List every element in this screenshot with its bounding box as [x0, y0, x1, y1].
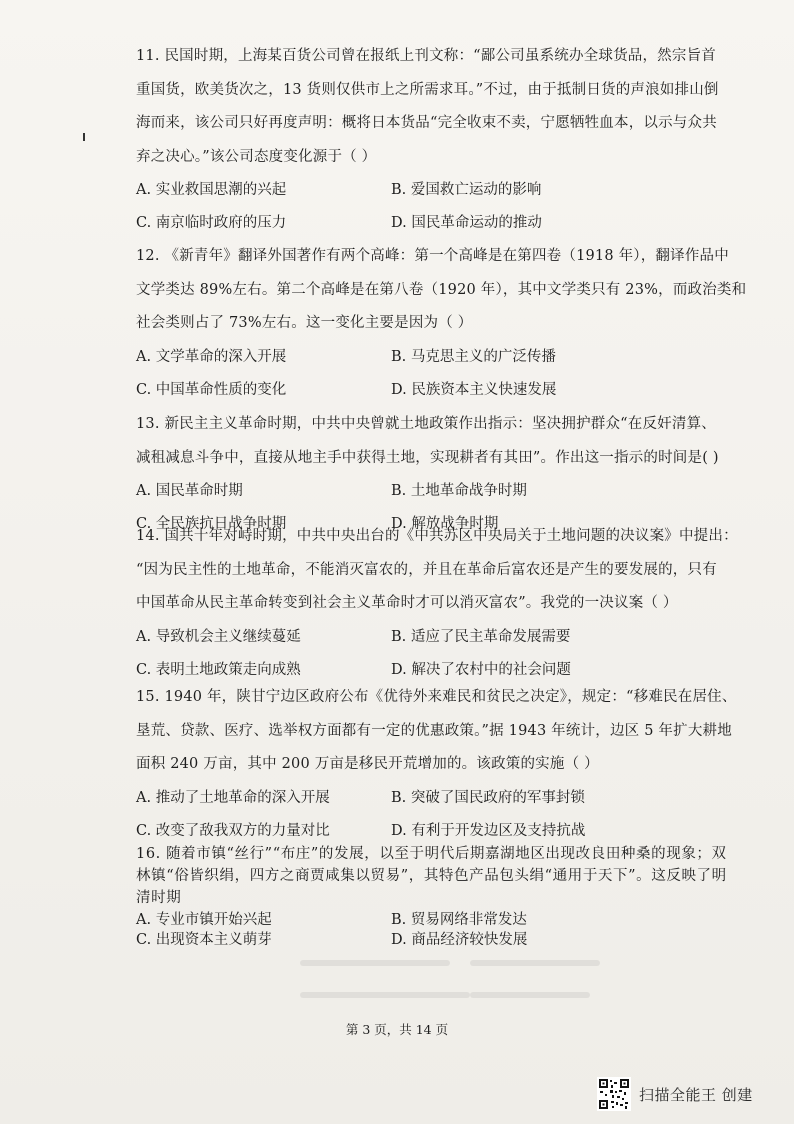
option-b: B. 土地革命战争时期	[391, 483, 527, 499]
option-b: B. 马克思主义的广泛传播	[391, 348, 556, 365]
option-a: A. 实业救国思潮的兴起	[136, 182, 287, 198]
bleed-through-mark	[300, 992, 470, 998]
question-15	[136, 681, 736, 848]
scan-mark	[83, 133, 85, 141]
bleed-through-mark	[470, 992, 590, 998]
question-text-line: 15. 1940 年，陕甘宁边区政府公布《优待外来难民和贫民之决定》，规定：“移难民在居住、	[136, 689, 737, 705]
options-group	[136, 621, 736, 687]
option-a: A. 文学革命的深入开展	[136, 348, 287, 365]
question-text-line: 16. 随着市镇“丝行”“布庄”的发展，以至于明代后期嘉湖地区出现改良田种桑的现象；双	[136, 846, 727, 862]
options-group	[136, 341, 736, 407]
option-b: B. 贸易网络非常发达	[391, 912, 527, 928]
question-text-line: 社会类则占了 73%左右。这一变化主要是因为（ ）	[136, 315, 473, 331]
option-c: C. 南京临时政府的压力	[136, 215, 287, 231]
question-11	[136, 40, 736, 240]
question-text-line: 垦荒、贷款、医疗、选举权方面都有一定的优惠政策。”据 1943 年统计，边区 5 年扩大耕地	[136, 722, 732, 739]
option-d: D. 民族资本主义快速发展	[391, 381, 557, 398]
option-d: D. 商品经济较快发展	[391, 932, 528, 948]
option-d: D. 解放战争时期	[391, 516, 499, 532]
options-group	[136, 909, 736, 953]
question-text-line: 林镇“俗皆织绢，四方之商贾咸集以贸易”，其特色产品包头绢“通用于天下”。这反映了明	[136, 868, 727, 884]
option-d: D. 国民革命运动的推动	[391, 215, 542, 231]
option-b: B. 突破了国民政府的军事封锁	[391, 789, 585, 806]
question-text-line: 13. 新民主主义革命时期，中共中央曾就土地政策作出指示：坚决拥护群众“在反奸清算、	[136, 416, 716, 432]
question-text-line: 减租减息斗争中，直接从地主手中获得土地，实现耕者有其田”。作出这一指示的时间是( )	[136, 449, 719, 466]
option-a: A. 导致机会主义继续蔓延	[136, 628, 301, 645]
question-text-line: 清时期	[136, 890, 182, 906]
options-group	[136, 782, 736, 848]
question-text-line: 弃之决心。”该公司态度变化源于（ ）	[136, 148, 377, 165]
option-c: C. 中国革命性质的变化	[136, 381, 287, 398]
question-text-line: 12. 《新青年》翻译外国著作有两个高峰：第一个高峰是在第四卷（1918 年），翻译作品中	[136, 248, 729, 264]
question-text-line: 11. 民国时期，上海某百货公司曾在报纸上刊文称：“鄙公司虽系统办全球货品，然宗旨首	[136, 48, 716, 64]
option-a: A. 专业市镇开始兴起	[136, 912, 272, 928]
option-c: C. 全民族抗日战争时期	[136, 516, 287, 532]
option-d: D. 有利于开发边区及支持抗战	[391, 822, 586, 839]
question-text-line: 中国革命从民主革命转变到社会主义革命时才可以消灭富农”。我党的一决议案（ ）	[136, 595, 678, 611]
option-d: D. 解决了农村中的社会问题	[391, 661, 571, 678]
options-group	[136, 174, 736, 240]
qr-code-icon	[597, 1077, 631, 1111]
bleed-through-mark	[300, 960, 450, 966]
option-c: C. 表明土地政策走向成熟	[136, 661, 301, 678]
option-a: A. 推动了土地革命的深入开展	[136, 789, 330, 806]
question-text-line: 重国货，欧美货次之，13 货则仅供市上之所需求耳。”不过，由于抵制日货的声浪如排山倒	[136, 81, 719, 98]
question-12	[136, 240, 747, 407]
option-c: C. 出现资本主义萌芽	[136, 932, 272, 948]
scanner-watermark	[597, 1075, 753, 1113]
question-text-line: 面积 240 万亩，其中 200 万亩是移民开荒增加的。该政策的实施（ ）	[136, 756, 599, 772]
page-number: 第 3 页，共 14 页	[345, 1022, 449, 1037]
option-c: C. 改变了敌我双方的力量对比	[136, 822, 330, 839]
question-14	[136, 520, 736, 687]
question-text-line: 14. 国共十年对峙时期，中共中央出台的《中共苏区中央局关于土地问题的决议案》中提出：	[136, 528, 738, 544]
question-text-line: 文学类达 89%左右。第二个高峰是在第八卷（1920 年），其中文学类只有 23%，而政治类和	[136, 281, 747, 298]
question-text-line: “因为民主性的土地革命，不能消灭富农的，并且在革命后富农还是产生的要发展的，只有	[136, 561, 717, 578]
option-b: B. 适应了民主革命发展需要	[391, 628, 571, 645]
option-b: B. 爱国救亡运动的影响	[391, 182, 542, 198]
question-text-line: 海而来，该公司只好再度声明：概将日本货品“完全收束不卖，宁愿牺牲血本，以示与众共	[136, 115, 717, 131]
watermark-text: 扫描全能王 创建	[639, 1085, 753, 1104]
question-16	[136, 843, 736, 953]
bleed-through-mark	[470, 960, 600, 966]
option-a: A. 国民革命时期	[136, 483, 243, 499]
